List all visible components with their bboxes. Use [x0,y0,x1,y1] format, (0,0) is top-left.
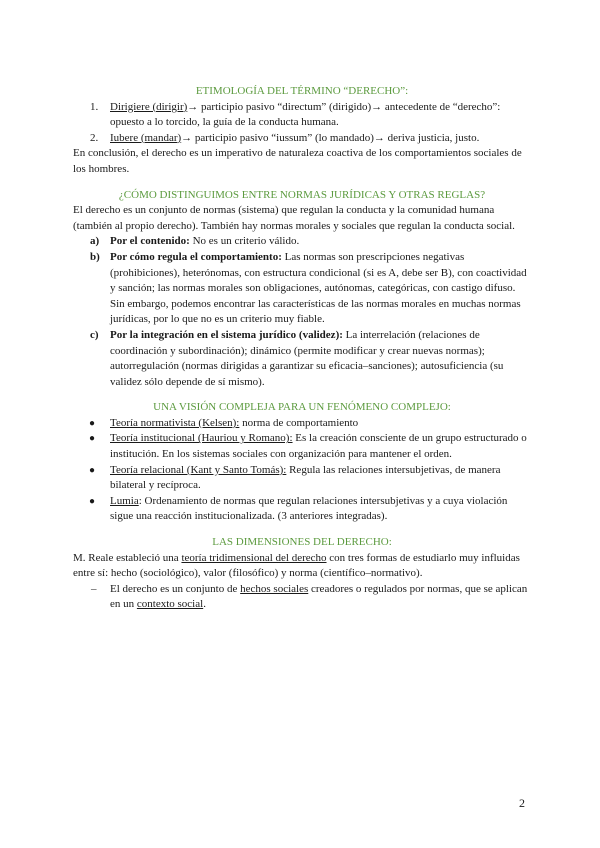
list-item [73,582,531,613]
term: Teoría normativista (Kelsen): [110,416,240,429]
term: Iubere (mandar) [110,131,182,144]
reale-paragraph [73,551,531,582]
term: hechos sociales [240,582,309,595]
list-marker: c) [90,328,99,341]
item-label: Por cómo regula el comportamiento: [110,250,282,263]
list-item [73,431,531,462]
list-marker: 2. [90,131,99,144]
arrow-icon: → [181,131,193,144]
item-text: Las normas son prescripciones negativas (prohibiciones), heterónomas, con estructura condicional (si es A, debe ser B), con coactividad y sanción; las normas morales son obligaciones, autónomas, categóricas, con castigo difuso. Sin embargo, podemos encontrar las características de las normas morales en muchas normas jurídicas, por lo que no es un criterio muy fiable. [110,250,527,326]
item-text: No es un criterio válido. [189,235,300,248]
term: Dirigiere (dirigir) [110,100,188,113]
bullet-icon: ● [89,464,96,476]
conclusion-paragraph: En conclusión, el derecho es un imperativo de naturaleza coactiva de los comportamientos sociales de los hombres. [73,147,522,175]
list-item [73,328,531,390]
list-item [73,100,531,131]
list-item [73,131,531,147]
list-item [73,416,531,432]
heading-vision-compleja: UNA VISIÓN COMPLEJA PARA UN FENÓMENO COMPLEJO: [153,401,451,414]
item-label: Por la integración en el sistema jurídico (validez): [110,328,343,341]
page-number: 2 [519,796,525,810]
item-text: La interrelación (relaciones de coordinación y subordinación); dinámico (permite modificar y crear nuevas normas); autorregulación (normas dirigidas a garantizar su eficacia–sanciones); autosuficiencia (su validez sólo depende de sí mismo). [110,328,504,388]
text-run: creadores o regulados por normas, que se aplican en un [110,582,528,611]
list-item [73,494,531,525]
heading-etimologia: ETIMOLOGÍA DEL TÉRMINO “DERECHO”: [195,85,409,97]
item-text: Es la creación consciente de un grupo estructurado o institución. En los sistemas sociales con organización para mantener el orden. [110,432,527,461]
list-marker: a) [90,235,100,248]
item-label: Por el contenido: [110,235,190,248]
dimensions-list [73,582,531,613]
arrow-icon: → [187,100,199,113]
text-run: El derecho es un conjunto de [110,582,241,595]
list-marker: 1. [90,100,99,113]
heading-dimensiones: LAS DIMENSIONES DEL DERECHO: [212,536,392,549]
document-body [73,84,531,613]
bullet-icon: ● [89,433,96,445]
list-marker: b) [90,250,100,263]
text-run: con tres formas de estudiarlo muy influidas entre sí: hecho (sociológico), valor (filosófico) y norma (científico–normativo). [73,551,520,580]
term: Lumia [110,494,139,507]
theories-list [73,416,531,525]
term: Teoría relacional (Kant y Santo Tomás): [110,463,287,476]
list-item [73,234,531,250]
etymology-list [73,100,531,147]
list-item [73,250,531,328]
list-item [73,463,531,494]
item-text: participio pasivo “iussum” (lo mandado)→ deriva justicia, justo. [192,131,480,144]
term: contexto social [136,598,204,611]
bullet-icon: ● [89,495,96,507]
criteria-list [73,234,531,390]
heading-distinguir: ¿CÓMO DISTINGUIMOS ENTRE NORMAS JURÍDICAS Y OTRAS REGLAS? [118,188,486,201]
term: Teoría institucional (Hauriou y Romano): [110,432,293,445]
item-text: norma de comportamiento [239,416,359,429]
term: teoría tridimensional del derecho [181,551,327,564]
dash-icon: – [91,582,97,595]
item-text: : Ordenamiento de normas que regulan relaciones intersubjetivas y a cuya violación sigue una reacción institucionalizada. (3 anteriores integradas). [110,494,508,523]
intro-paragraph: El derecho es un conjunto de normas (sistema) que regulan la conducta y la comunidad humana (también al propio derecho). También hay normas morales y sociales que regulan la conducta social. [73,204,515,232]
text-run: . [203,598,206,611]
item-text: participio pasivo “directum” (dirigido)→ antecedente de “derecho”: opuesto a lo torcido, la guía de la conducta humana. [110,100,501,129]
item-text: Regula las relaciones intersubjetivas, de manera bilateral y recíproca. [110,463,501,492]
text-run: M. Reale estableció una [73,551,182,564]
bullet-icon: ● [89,417,96,429]
